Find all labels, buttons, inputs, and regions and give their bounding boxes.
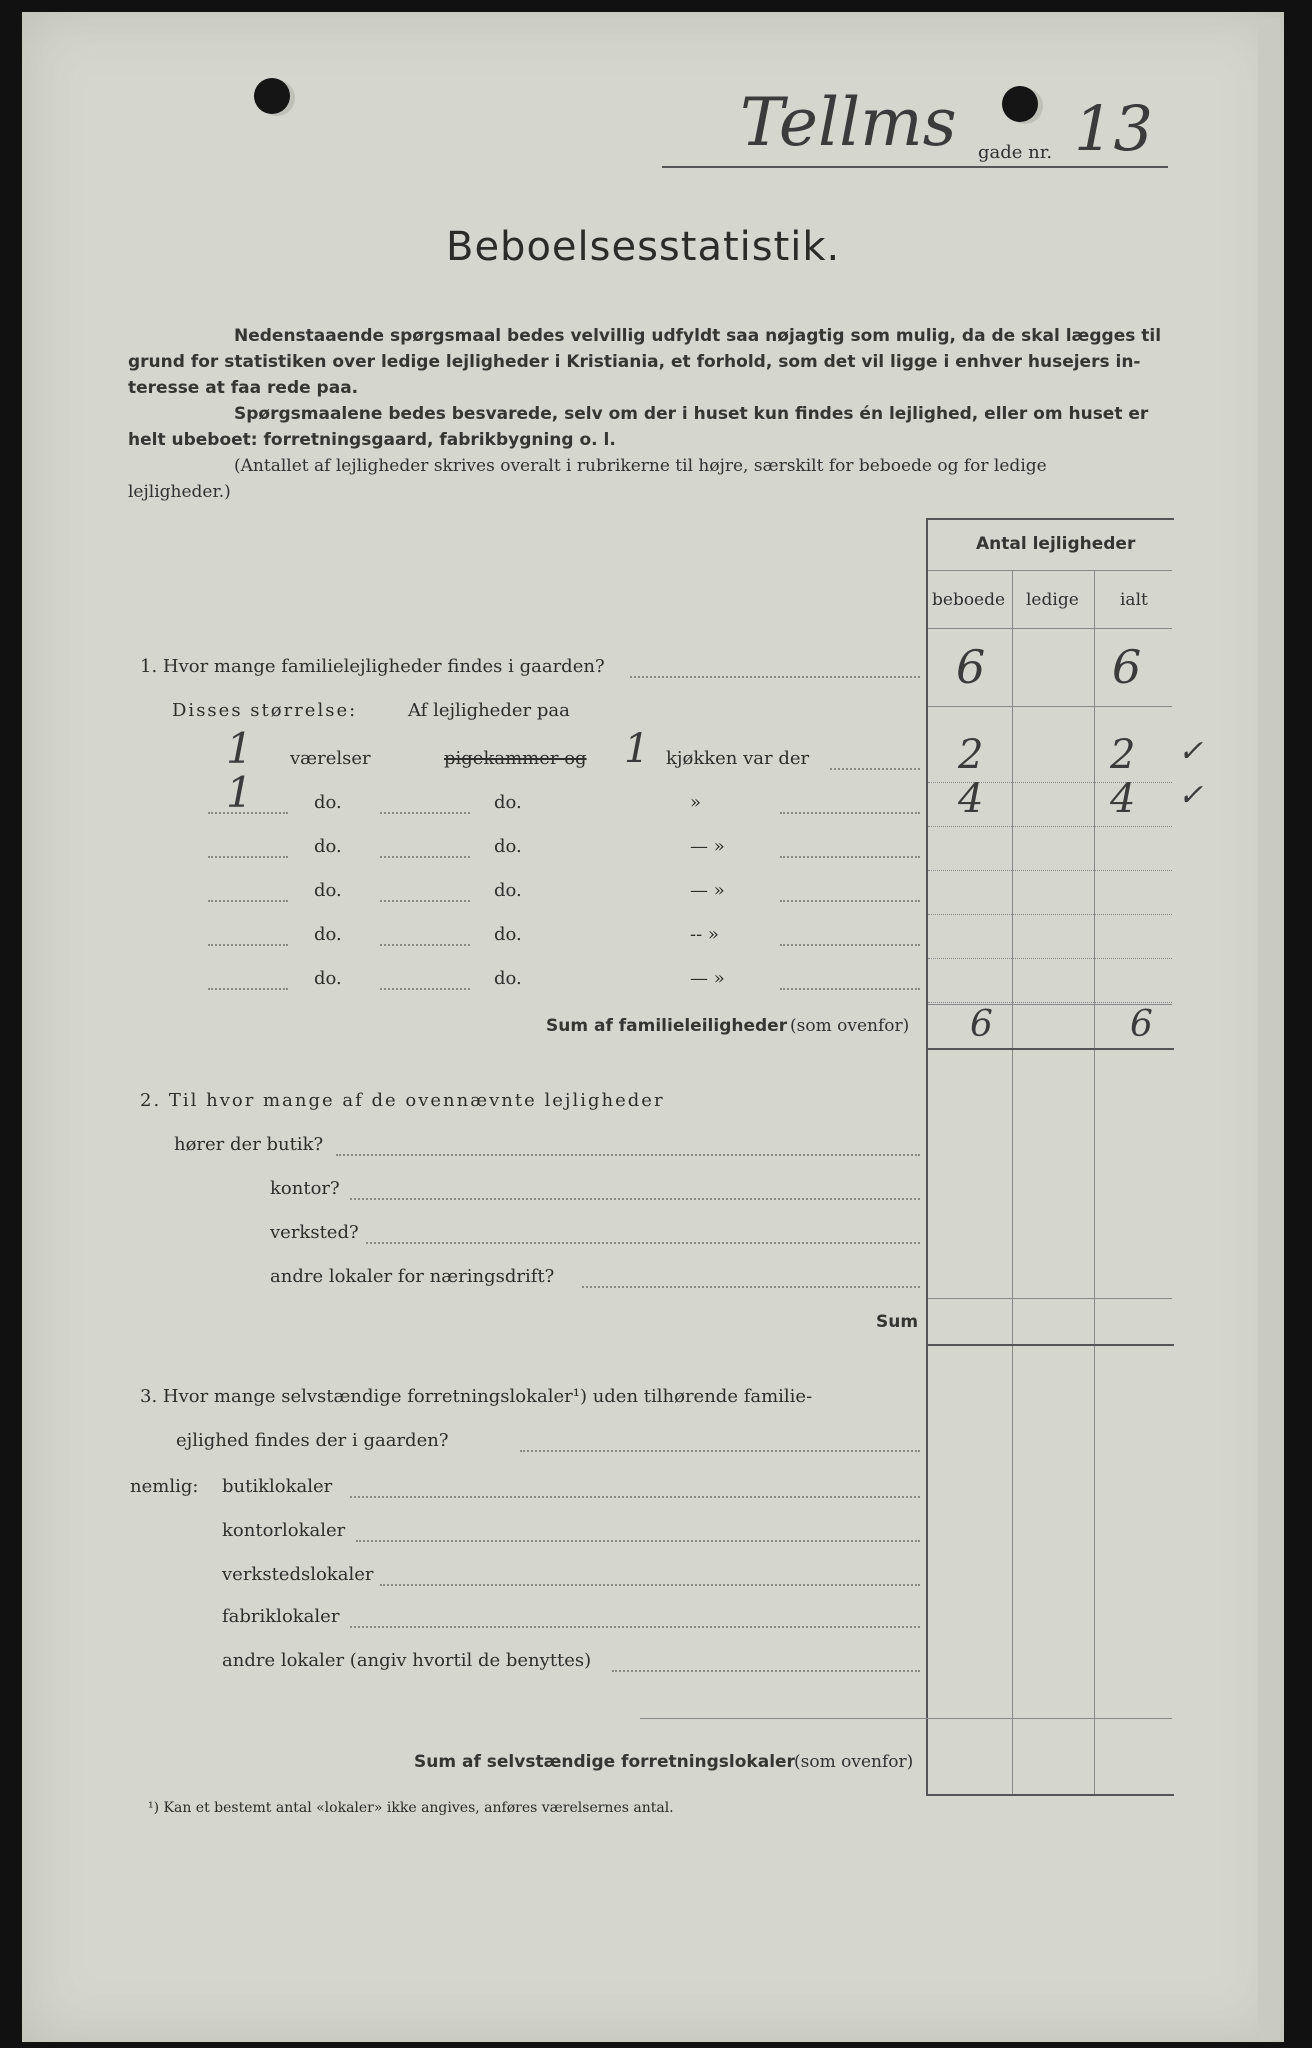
- q1-sum-beboede: 6: [970, 1004, 993, 1045]
- row-beboede-value: 4: [958, 776, 984, 822]
- pigekammer-label: do.: [494, 792, 522, 813]
- table-rule: [928, 914, 1172, 915]
- q3-item: verkstedslokaler: [222, 1564, 374, 1585]
- table-rule: [928, 870, 1172, 871]
- kitchen-label: -- »: [690, 924, 719, 945]
- q3-sum-label: Sum af selvstændige forretningslokaler: [414, 1752, 795, 1772]
- kitchen-label: »: [690, 792, 702, 813]
- table-rule: [926, 1344, 1174, 1346]
- q2-item: verksted?: [270, 1222, 359, 1243]
- rooms-label: do.: [314, 836, 342, 857]
- leader-dots: [830, 768, 920, 770]
- kitchen-label: — »: [690, 836, 725, 857]
- leader-dots: [520, 1450, 920, 1452]
- kitchen-count: 1: [624, 726, 650, 772]
- col-header-ialt: ialt: [1120, 590, 1148, 610]
- intro-text: teresse at faa rede paa.: [128, 378, 359, 398]
- col-header-beboede: beboede: [932, 590, 1006, 610]
- table-rule: [928, 1002, 1172, 1003]
- q1-sum-label: Sum af familieleiligheder: [546, 1016, 788, 1036]
- rooms-label: do.: [314, 792, 342, 813]
- check-mark: ✓: [1178, 778, 1204, 813]
- leader-dots: [582, 1286, 920, 1288]
- table-rule: [928, 1298, 1172, 1299]
- leader-dots: [380, 1584, 920, 1586]
- pigekammer-label: pigekammer og: [444, 748, 587, 769]
- table-rule: [928, 628, 1172, 629]
- intro-text: (Antallet af lejligheder skrives overalt i rubrikerne til højre, særskilt for beboede og for ledige: [234, 456, 1047, 476]
- leader-dots: [612, 1670, 920, 1672]
- leader-dots: [380, 900, 470, 902]
- table-rule: [928, 570, 1172, 571]
- q3-item: butiklokaler: [222, 1476, 333, 1497]
- size-label: Disses størrelse:: [172, 700, 358, 721]
- intro-text: lejligheder.): [128, 482, 231, 502]
- table-rule: [928, 826, 1172, 827]
- leader-dots: [350, 1496, 920, 1498]
- kitchen-label: — »: [690, 880, 725, 901]
- q3-item: andre lokaler (angiv hvortil de benyttes): [222, 1650, 592, 1671]
- page-title: Beboelsesstatistik.: [446, 224, 841, 270]
- kitchen-label: — »: [690, 968, 725, 989]
- punch-hole: [254, 78, 290, 114]
- punch-hole: [1002, 86, 1038, 122]
- pigekammer-label: do.: [494, 968, 522, 989]
- question-2: 2. Til hvor mange af de ovennævnte lejligheder: [140, 1090, 665, 1111]
- intro-text: helt ubeboet: forretningsgaard, fabrikbygning o. l.: [128, 430, 616, 450]
- table-rule: [640, 1718, 1172, 1719]
- leader-dots: [780, 812, 920, 814]
- leader-dots: [380, 988, 470, 990]
- q2-item: kontor?: [270, 1178, 340, 1199]
- rooms-label: do.: [314, 924, 342, 945]
- q1-ialt-value: 6: [1112, 640, 1142, 694]
- intro-text: Nedenstaaende spørgsmaal bedes velvillig udfyldt saa nøjagtig som mulig, da de skal lægges til: [234, 326, 1162, 346]
- leader-dots: [350, 1198, 920, 1200]
- col-header-ledige: ledige: [1026, 590, 1079, 610]
- q2-item: andre lokaler for næringsdrift?: [270, 1266, 555, 1287]
- leader-dots: [208, 944, 288, 946]
- pigekammer-label: do.: [494, 880, 522, 901]
- leader-dots: [350, 1626, 920, 1628]
- leader-dots: [780, 988, 920, 990]
- leader-dots: [380, 812, 470, 814]
- table-rule: [928, 706, 1172, 707]
- q2-sum-label: Sum: [876, 1312, 919, 1332]
- q2-item: hører der butik?: [174, 1134, 324, 1155]
- intro-text: Spørgsmaalene bedes besvarede, selv om der i huset kun findes én lejlighed, eller om huset er: [234, 404, 1149, 424]
- street-name: Tellms: [740, 84, 957, 161]
- q3-sum-suffix: (som ovenfor): [794, 1752, 914, 1772]
- leader-dots: [208, 988, 288, 990]
- street-underline: [662, 166, 1168, 168]
- row-beboede-value: 2: [958, 732, 984, 778]
- q1-sum-ialt: 6: [1130, 1004, 1153, 1045]
- table-bottom-rule: [926, 1794, 1174, 1796]
- size-sublabel: Af lejligheder paa: [408, 700, 570, 721]
- pigekammer-label: do.: [494, 836, 522, 857]
- rooms-label: do.: [314, 880, 342, 901]
- leader-dots: [630, 676, 920, 678]
- question-3: 3. Hvor mange selvstændige forretningslokaler¹) uden tilhørende familie-: [140, 1386, 813, 1407]
- leader-dots: [780, 856, 920, 858]
- nemlig-label: nemlig:: [130, 1476, 199, 1497]
- leader-dots: [380, 856, 470, 858]
- rooms-label: do.: [314, 968, 342, 989]
- rooms-count: 1: [226, 724, 253, 773]
- leader-dots: [780, 944, 920, 946]
- question-1: 1. Hvor mange familielejligheder findes i gaarden?: [140, 656, 605, 677]
- q1-sum-suffix: (som ovenfor): [790, 1016, 910, 1036]
- table-col-line: [1094, 570, 1095, 1796]
- sheet-edge: [1258, 18, 1280, 2040]
- leader-dots: [208, 856, 288, 858]
- table-rule: [926, 1048, 1174, 1050]
- q3-item: fabriklokaler: [222, 1606, 340, 1627]
- row-ialt-value: 4: [1110, 776, 1136, 822]
- footnote: ¹) Kan et bestemt antal «lokaler» ikke angives, anføres værelsernes antal.: [148, 1800, 674, 1816]
- question-3-cont: ejlighed findes der i gaarden?: [176, 1430, 449, 1451]
- leader-dots: [380, 944, 470, 946]
- rooms-count: 1: [226, 768, 253, 817]
- check-mark: ✓: [1178, 734, 1204, 769]
- intro-text: grund for statistiken over ledige lejligheder i Kristiania, et forhold, som det vil ligge i enhver husejers in-: [128, 352, 1141, 372]
- row-ialt-value: 2: [1110, 732, 1136, 778]
- q1-beboede-value: 6: [956, 640, 986, 694]
- table-rule: [928, 958, 1172, 959]
- gade-label: gade nr.: [978, 142, 1053, 163]
- leader-dots: [336, 1154, 920, 1156]
- rooms-label: værelser: [290, 748, 371, 769]
- street-number: 13: [1074, 92, 1153, 165]
- table-col-line: [1012, 570, 1013, 1796]
- table-top-rule: [926, 518, 1174, 520]
- table-col-line: [926, 518, 928, 1796]
- pigekammer-label: do.: [494, 924, 522, 945]
- leader-dots: [356, 1540, 920, 1542]
- leader-dots: [208, 900, 288, 902]
- kitchen-label: kjøkken var der: [666, 748, 810, 769]
- leader-dots: [780, 900, 920, 902]
- q3-item: kontorlokaler: [222, 1520, 346, 1541]
- leader-dots: [208, 812, 288, 814]
- table-group-header: Antal lejligheder: [976, 534, 1136, 554]
- leader-dots: [366, 1242, 920, 1244]
